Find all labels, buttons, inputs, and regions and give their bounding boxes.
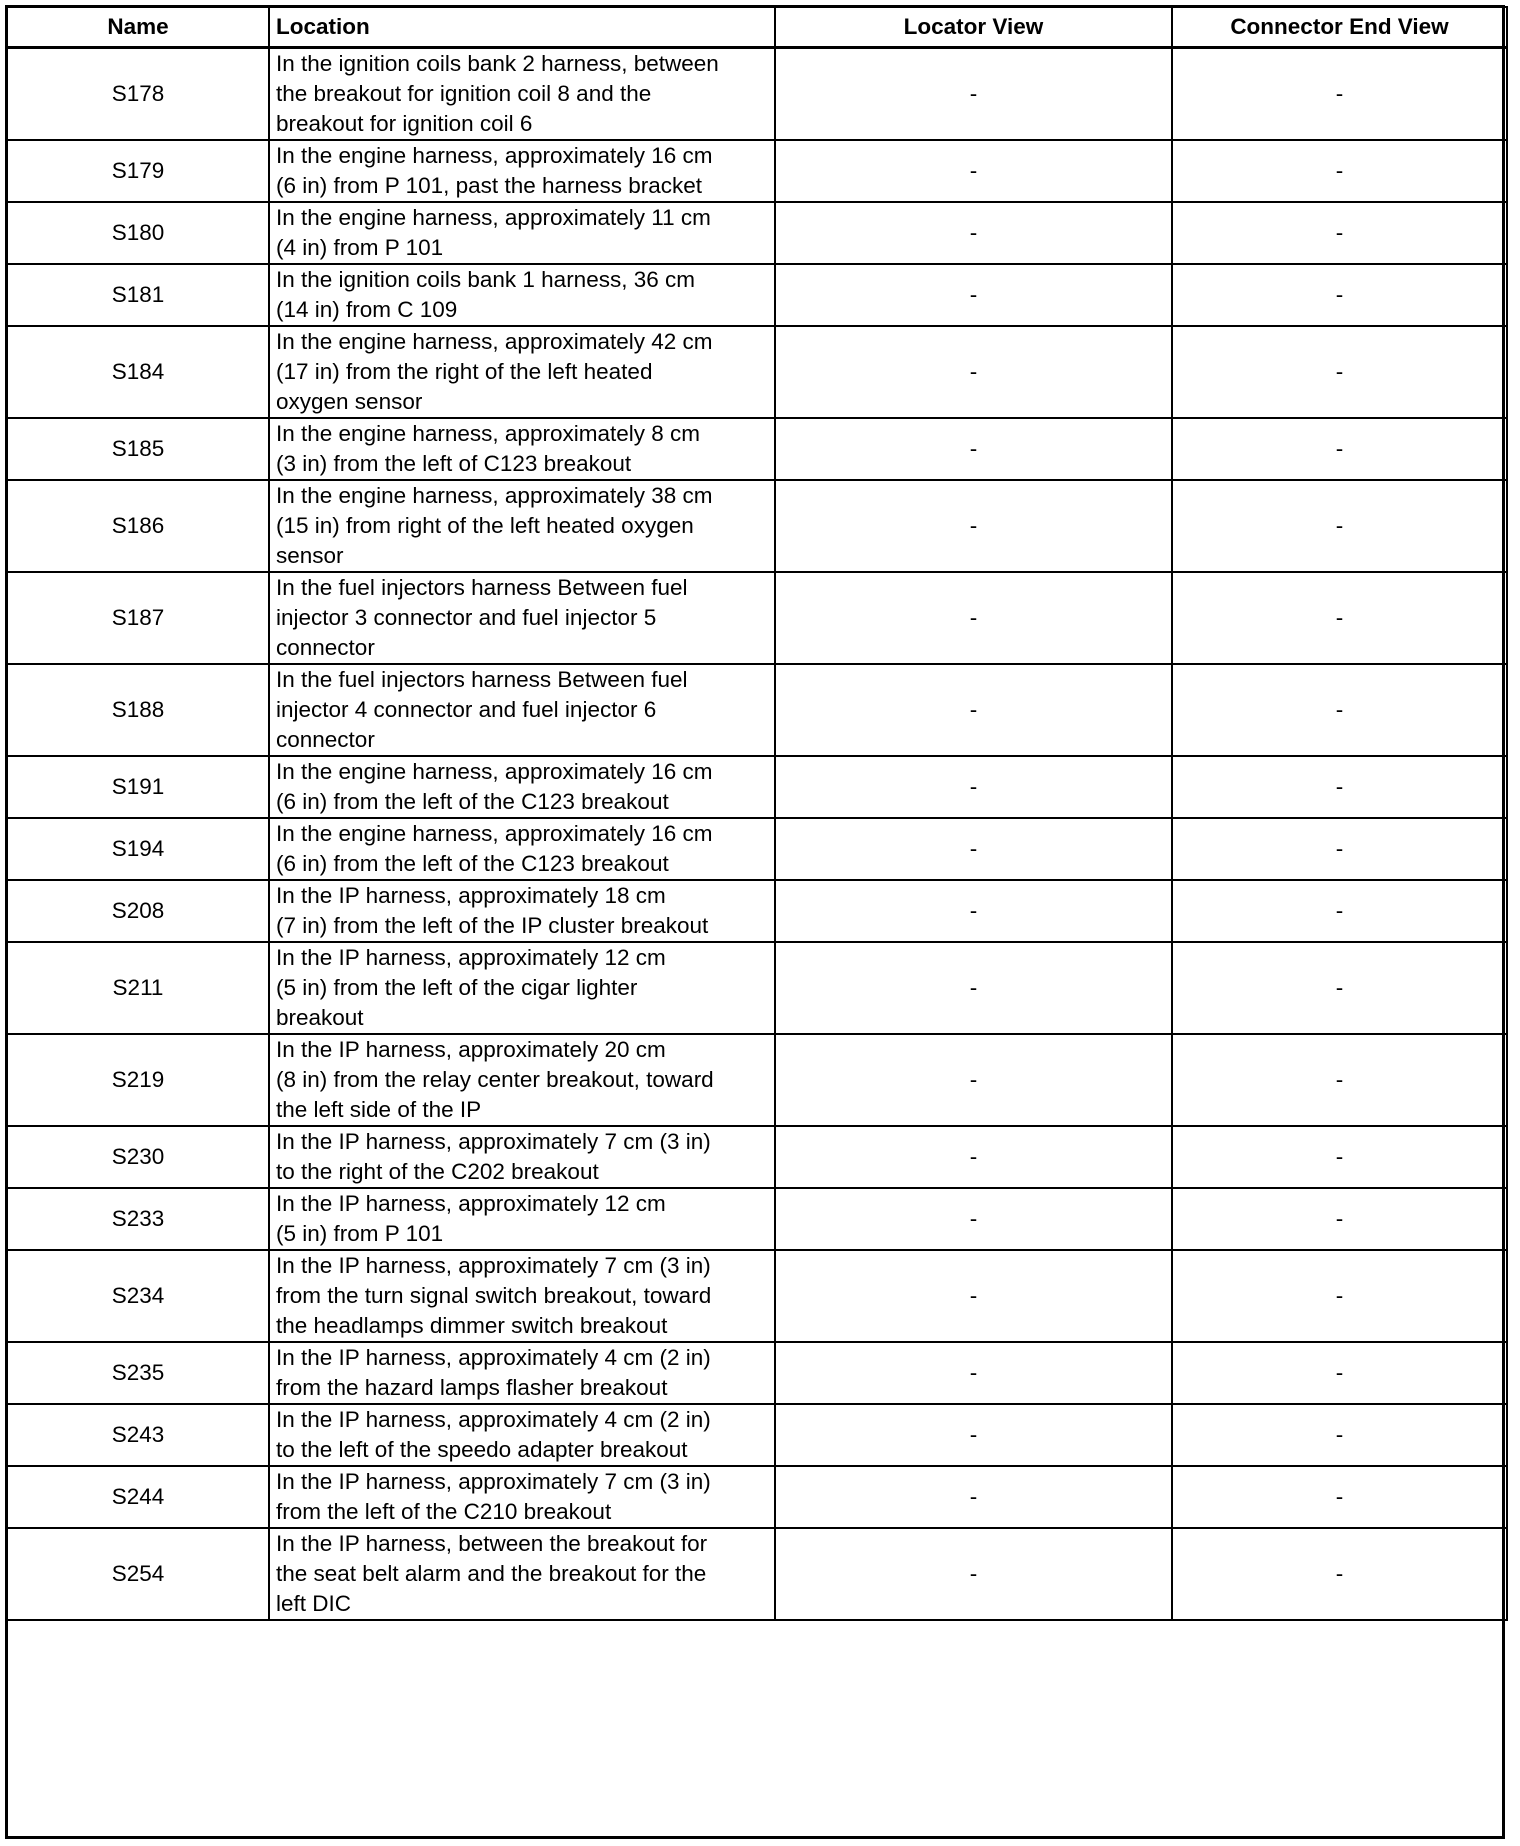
location-line: In the IP harness, approximately 20 cm	[276, 1037, 666, 1062]
connector-end-view-cell: -	[1172, 1528, 1507, 1620]
location-line: In the IP harness, approximately 4 cm (2 in)	[276, 1345, 711, 1370]
connector-end-view-cell: -	[1172, 140, 1507, 202]
connector-end-view-cell: -	[1172, 1342, 1507, 1404]
table-row	[7, 140, 1507, 202]
locator-view-cell: -	[775, 664, 1172, 756]
location-cell	[269, 1342, 775, 1404]
table-row	[7, 202, 1507, 264]
location-cell	[269, 1126, 775, 1188]
location-cell	[269, 48, 775, 141]
table-row	[7, 756, 1507, 818]
locator-view-cell: -	[775, 480, 1172, 572]
table-row	[7, 818, 1507, 880]
table-row	[7, 664, 1507, 756]
location-line: (6 in) from the left of the C123 breakout	[276, 851, 669, 876]
location-line: In the fuel injectors harness Between fuel	[276, 575, 688, 600]
location-line: the left side of the IP	[276, 1097, 482, 1122]
connector-end-view-cell: -	[1172, 880, 1507, 942]
location-line: the breakout for ignition coil 8 and the	[276, 81, 652, 106]
connector-end-view-cell: -	[1172, 418, 1507, 480]
locator-view-cell: -	[775, 264, 1172, 326]
location-line: In the IP harness, approximately 18 cm	[276, 883, 666, 908]
connector-end-view-cell: -	[1172, 756, 1507, 818]
location-line: the seat belt alarm and the breakout for the	[276, 1561, 707, 1586]
column-header-name: Name	[7, 7, 269, 48]
splice-name-cell: S178	[7, 48, 269, 141]
location-line: from the turn signal switch breakout, toward	[276, 1283, 712, 1308]
connector-end-view-cell: -	[1172, 1188, 1507, 1250]
connector-end-view-cell: -	[1172, 202, 1507, 264]
location-cell	[269, 1034, 775, 1126]
locator-view-cell: -	[775, 1528, 1172, 1620]
location-line: In the IP harness, approximately 4 cm (2 in)	[276, 1407, 711, 1432]
locator-view-cell: -	[775, 1188, 1172, 1250]
connector-end-view-cell: -	[1172, 818, 1507, 880]
connector-end-view-cell: -	[1172, 480, 1507, 572]
table-row	[7, 880, 1507, 942]
connector-end-view-cell: -	[1172, 572, 1507, 664]
splice-name-cell: S211	[7, 942, 269, 1034]
splice-name-cell: S188	[7, 664, 269, 756]
location-line: In the engine harness, approximately 8 cm	[276, 421, 700, 446]
splice-name-cell: S180	[7, 202, 269, 264]
location-line: left DIC	[276, 1591, 352, 1616]
splice-name-cell: S181	[7, 264, 269, 326]
connector-end-view-cell: -	[1172, 1466, 1507, 1528]
location-line: In the engine harness, approximately 42 cm	[276, 329, 713, 354]
column-header-location: Location	[269, 7, 775, 48]
location-cell	[269, 664, 775, 756]
location-line: (5 in) from the left of the cigar lighter	[276, 975, 638, 1000]
location-line: to the left of the speedo adapter breakout	[276, 1437, 688, 1462]
connector-end-view-cell: -	[1172, 1404, 1507, 1466]
splice-name-cell: S230	[7, 1126, 269, 1188]
table-row	[7, 942, 1507, 1034]
splice-name-cell: S186	[7, 480, 269, 572]
location-line: (15 in) from right of the left heated oxygen	[276, 513, 694, 538]
location-line: breakout	[276, 1005, 364, 1030]
location-line: (7 in) from the left of the IP cluster breakout	[276, 913, 709, 938]
location-cell	[269, 202, 775, 264]
splice-name-cell: S191	[7, 756, 269, 818]
table-row	[7, 1034, 1507, 1126]
table-row	[7, 1528, 1507, 1620]
location-cell	[269, 480, 775, 572]
locator-view-cell: -	[775, 1466, 1172, 1528]
splice-name-cell: S235	[7, 1342, 269, 1404]
table-row	[7, 1342, 1507, 1404]
location-line: the headlamps dimmer switch breakout	[276, 1313, 668, 1338]
location-line: In the engine harness, approximately 16 cm	[276, 143, 713, 168]
location-line: In the IP harness, approximately 7 cm (3 in)	[276, 1129, 711, 1154]
locator-view-cell: -	[775, 1250, 1172, 1342]
location-line: In the ignition coils bank 1 harness, 36 cm	[276, 267, 695, 292]
header-row	[7, 7, 1507, 48]
location-line: In the IP harness, approximately 12 cm	[276, 945, 666, 970]
splice-location-table	[6, 6, 1508, 1621]
splice-name-cell: S233	[7, 1188, 269, 1250]
location-line: (17 in) from the right of the left heated	[276, 359, 653, 384]
splice-name-cell: S179	[7, 140, 269, 202]
splice-name-cell: S194	[7, 818, 269, 880]
table-row	[7, 264, 1507, 326]
location-line: oxygen sensor	[276, 389, 423, 414]
connector-end-view-cell: -	[1172, 664, 1507, 756]
location-cell	[269, 880, 775, 942]
location-line: In the IP harness, between the breakout for	[276, 1531, 708, 1556]
location-line: In the IP harness, approximately 12 cm	[276, 1191, 666, 1216]
locator-view-cell: -	[775, 1126, 1172, 1188]
locator-view-cell: -	[775, 818, 1172, 880]
location-line: In the ignition coils bank 2 harness, between	[276, 51, 719, 76]
location-line: injector 4 connector and fuel injector 6	[276, 697, 657, 722]
table-row	[7, 48, 1507, 141]
location-cell	[269, 418, 775, 480]
connector-end-view-cell: -	[1172, 1126, 1507, 1188]
splice-name-cell: S184	[7, 326, 269, 418]
table-row	[7, 1188, 1507, 1250]
locator-view-cell: -	[775, 1342, 1172, 1404]
location-line: from the hazard lamps flasher breakout	[276, 1375, 668, 1400]
column-header-locator-view: Locator View	[775, 7, 1172, 48]
location-cell	[269, 264, 775, 326]
locator-view-cell: -	[775, 140, 1172, 202]
locator-view-cell: -	[775, 418, 1172, 480]
location-line: breakout for ignition coil 6	[276, 111, 533, 136]
splice-name-cell: S219	[7, 1034, 269, 1126]
location-line: connector	[276, 635, 375, 660]
connector-end-view-cell: -	[1172, 48, 1507, 141]
location-cell	[269, 140, 775, 202]
location-cell	[269, 1466, 775, 1528]
table-row	[7, 326, 1507, 418]
location-line: In the engine harness, approximately 11 cm	[276, 205, 711, 230]
location-cell	[269, 818, 775, 880]
location-line: (4 in) from P 101	[276, 235, 444, 260]
location-line: (6 in) from P 101, past the harness bracket	[276, 173, 703, 198]
location-cell	[269, 942, 775, 1034]
splice-name-cell: S208	[7, 880, 269, 942]
location-line: In the fuel injectors harness Between fuel	[276, 667, 688, 692]
splice-name-cell: S185	[7, 418, 269, 480]
location-line: connector	[276, 727, 375, 752]
location-line: In the IP harness, approximately 7 cm (3 in)	[276, 1253, 711, 1278]
table-body	[7, 48, 1507, 1621]
locator-view-cell: -	[775, 572, 1172, 664]
location-line: injector 3 connector and fuel injector 5	[276, 605, 657, 630]
locator-view-cell: -	[775, 48, 1172, 141]
location-cell	[269, 756, 775, 818]
location-cell	[269, 1250, 775, 1342]
connector-end-view-cell: -	[1172, 1034, 1507, 1126]
column-header-connector-end-view: Connector End View	[1172, 7, 1507, 48]
location-line: (8 in) from the relay center breakout, toward	[276, 1067, 714, 1092]
splice-name-cell: S234	[7, 1250, 269, 1342]
table-row	[7, 480, 1507, 572]
table-row	[7, 418, 1507, 480]
location-line: to the right of the C202 breakout	[276, 1159, 599, 1184]
table-row	[7, 1250, 1507, 1342]
splice-name-cell: S243	[7, 1404, 269, 1466]
location-line: In the IP harness, approximately 7 cm (3 in)	[276, 1469, 711, 1494]
connector-end-view-cell: -	[1172, 942, 1507, 1034]
splice-name-cell: S244	[7, 1466, 269, 1528]
table-row	[7, 1126, 1507, 1188]
locator-view-cell: -	[775, 942, 1172, 1034]
location-cell	[269, 1404, 775, 1466]
connector-end-view-cell: -	[1172, 1250, 1507, 1342]
location-cell	[269, 1188, 775, 1250]
location-line: In the engine harness, approximately 38 cm	[276, 483, 713, 508]
location-cell	[269, 572, 775, 664]
location-line: (6 in) from the left of the C123 breakout	[276, 789, 669, 814]
location-line: sensor	[276, 543, 344, 568]
locator-view-cell: -	[775, 880, 1172, 942]
locator-view-cell: -	[775, 1034, 1172, 1126]
location-line: In the engine harness, approximately 16 cm	[276, 821, 713, 846]
location-cell	[269, 1528, 775, 1620]
table-row	[7, 1466, 1507, 1528]
splice-name-cell: S187	[7, 572, 269, 664]
locator-view-cell: -	[775, 756, 1172, 818]
connector-end-view-cell: -	[1172, 264, 1507, 326]
splice-name-cell: S254	[7, 1528, 269, 1620]
table-row	[7, 572, 1507, 664]
connector-end-view-cell: -	[1172, 326, 1507, 418]
table-row	[7, 1404, 1507, 1466]
location-line: In the engine harness, approximately 16 cm	[276, 759, 713, 784]
locator-view-cell: -	[775, 326, 1172, 418]
locator-view-cell: -	[775, 202, 1172, 264]
location-line: (14 in) from C 109	[276, 297, 458, 322]
location-line: from the left of the C210 breakout	[276, 1499, 612, 1524]
location-line: (3 in) from the left of C123 breakout	[276, 451, 632, 476]
location-cell	[269, 326, 775, 418]
location-line: (5 in) from P 101	[276, 1221, 444, 1246]
locator-view-cell: -	[775, 1404, 1172, 1466]
